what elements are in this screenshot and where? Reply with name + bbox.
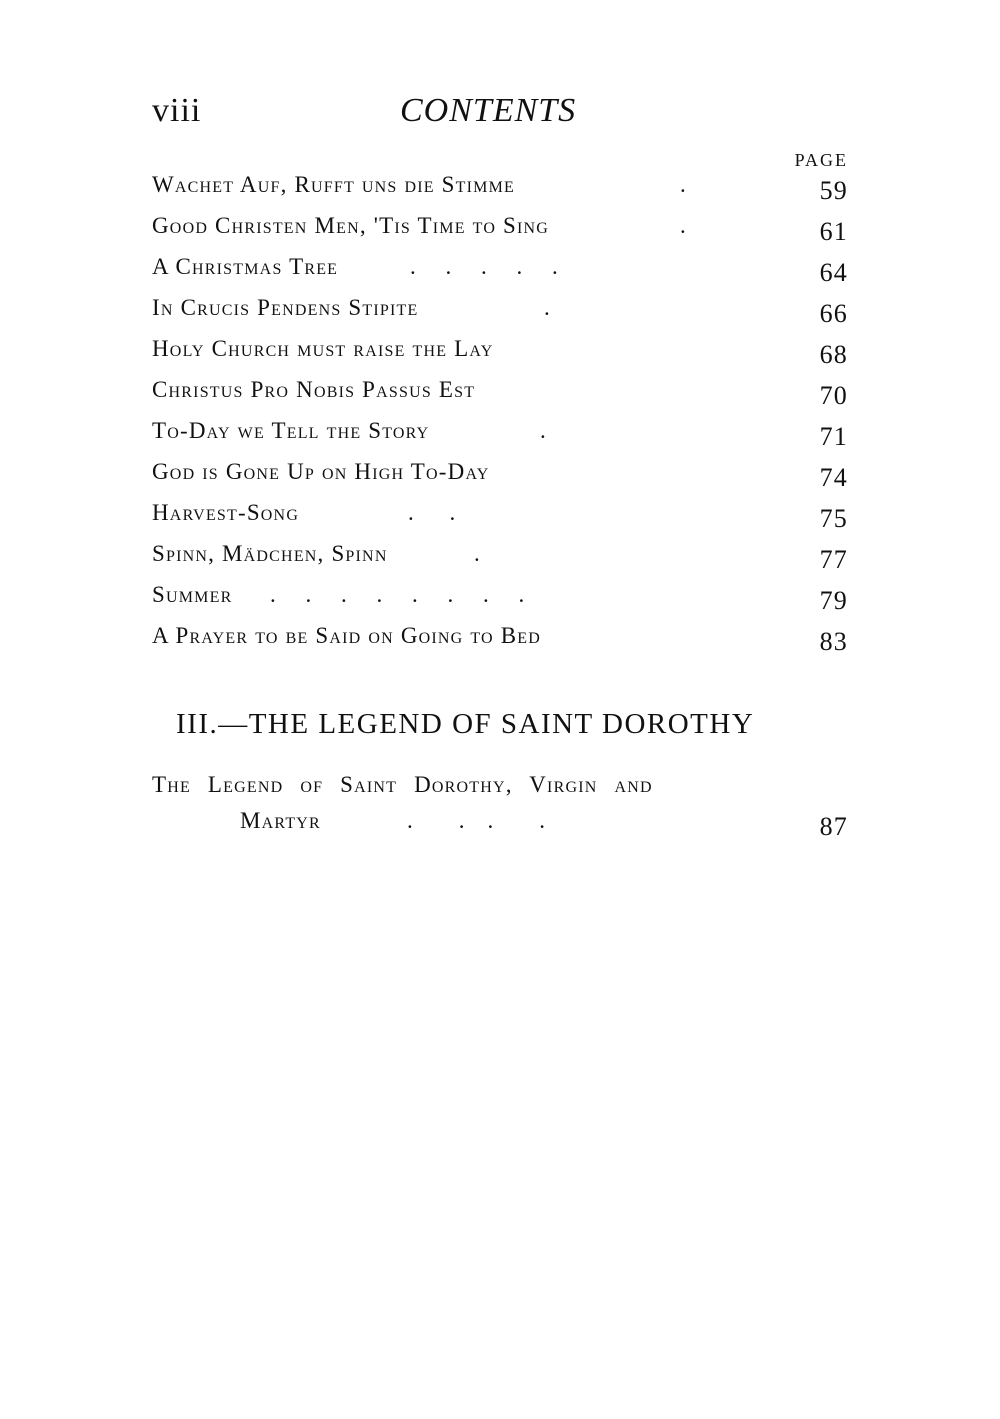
page-column-label: PAGE xyxy=(794,150,848,170)
section-heading: III.—THE LEGEND OF SAINT DOROTHY xyxy=(176,708,755,740)
toc-entry-title: Summer xyxy=(152,582,233,607)
toc-entry-title: Wachet Auf, Rufft uns die Stimme xyxy=(152,172,515,197)
page-number-roman: viii xyxy=(152,92,202,129)
toc-entry-page: 68 xyxy=(819,340,848,369)
toc-entry-page: 83 xyxy=(819,627,848,656)
toc-entry xyxy=(152,211,848,252)
toc-entry-leader: . xyxy=(680,213,686,238)
toc-entry-page: 70 xyxy=(819,381,848,410)
toc-entry xyxy=(152,170,848,211)
toc-entry-page: 71 xyxy=(819,422,848,451)
toc-entry xyxy=(152,457,848,498)
toc-entry-page: 87 xyxy=(819,812,848,841)
toc-entry-leader: . . . . . . . . xyxy=(270,582,525,607)
toc-entry xyxy=(152,293,848,334)
toc-entry xyxy=(152,416,848,457)
toc-entry xyxy=(152,580,848,621)
toc-entry xyxy=(152,539,848,580)
toc-entry-title: God is Gone Up on High To-Day xyxy=(152,459,490,484)
toc-entry-title: A Christmas Tree xyxy=(152,254,339,279)
toc-entry-leader: . xyxy=(544,295,550,320)
toc-entry-page: 59 xyxy=(819,176,848,205)
toc-entry xyxy=(152,498,848,539)
toc-entry-continuation xyxy=(152,808,848,854)
toc-entry-leader: . . . . xyxy=(407,808,545,833)
toc-entry-page: 77 xyxy=(819,545,848,574)
toc-entry-title: To-Day we Tell the Story xyxy=(152,418,430,443)
toc-entry-title: The Legend of Saint Dorothy, Virgin and xyxy=(152,772,653,797)
toc-entry-page: 66 xyxy=(819,299,848,328)
toc-entry xyxy=(152,375,848,416)
toc-entry-page: 75 xyxy=(819,504,848,533)
toc-entry xyxy=(152,252,848,293)
toc-entry-title: Spinn, Mädchen, Spinn xyxy=(152,541,388,566)
toc-entry-leader: . . . . . xyxy=(410,254,558,279)
running-title: CONTENTS xyxy=(400,92,577,129)
toc-entry-title: Christus Pro Nobis Passus Est xyxy=(152,377,476,402)
toc-entry-title: Holy Church must raise the Lay xyxy=(152,336,494,361)
toc-entry-title: A Prayer to be Said on Going to Bed xyxy=(152,623,542,648)
toc-entry-page: 79 xyxy=(819,586,848,615)
toc-entry-title: In Crucis Pendens Stipite xyxy=(152,295,419,320)
toc-entry xyxy=(152,621,848,662)
toc-entry-leader: . . xyxy=(408,500,456,525)
toc-entry-page: 74 xyxy=(819,463,848,492)
toc-entry-title: Harvest-Song xyxy=(152,500,300,525)
toc-entry-leader: . xyxy=(540,418,546,443)
toc-entry-leader: . xyxy=(680,172,686,197)
contents-list xyxy=(152,170,848,662)
toc-entry-title-continued: Martyr xyxy=(240,808,321,833)
toc-entry xyxy=(152,772,848,854)
toc-entry-leader: . xyxy=(474,541,480,566)
toc-entry-page: 64 xyxy=(819,258,848,287)
toc-entry xyxy=(152,334,848,375)
toc-entry-page: 61 xyxy=(819,217,848,246)
toc-entry-title: Good Christen Men, 'Tis Time to Sing xyxy=(152,213,550,238)
